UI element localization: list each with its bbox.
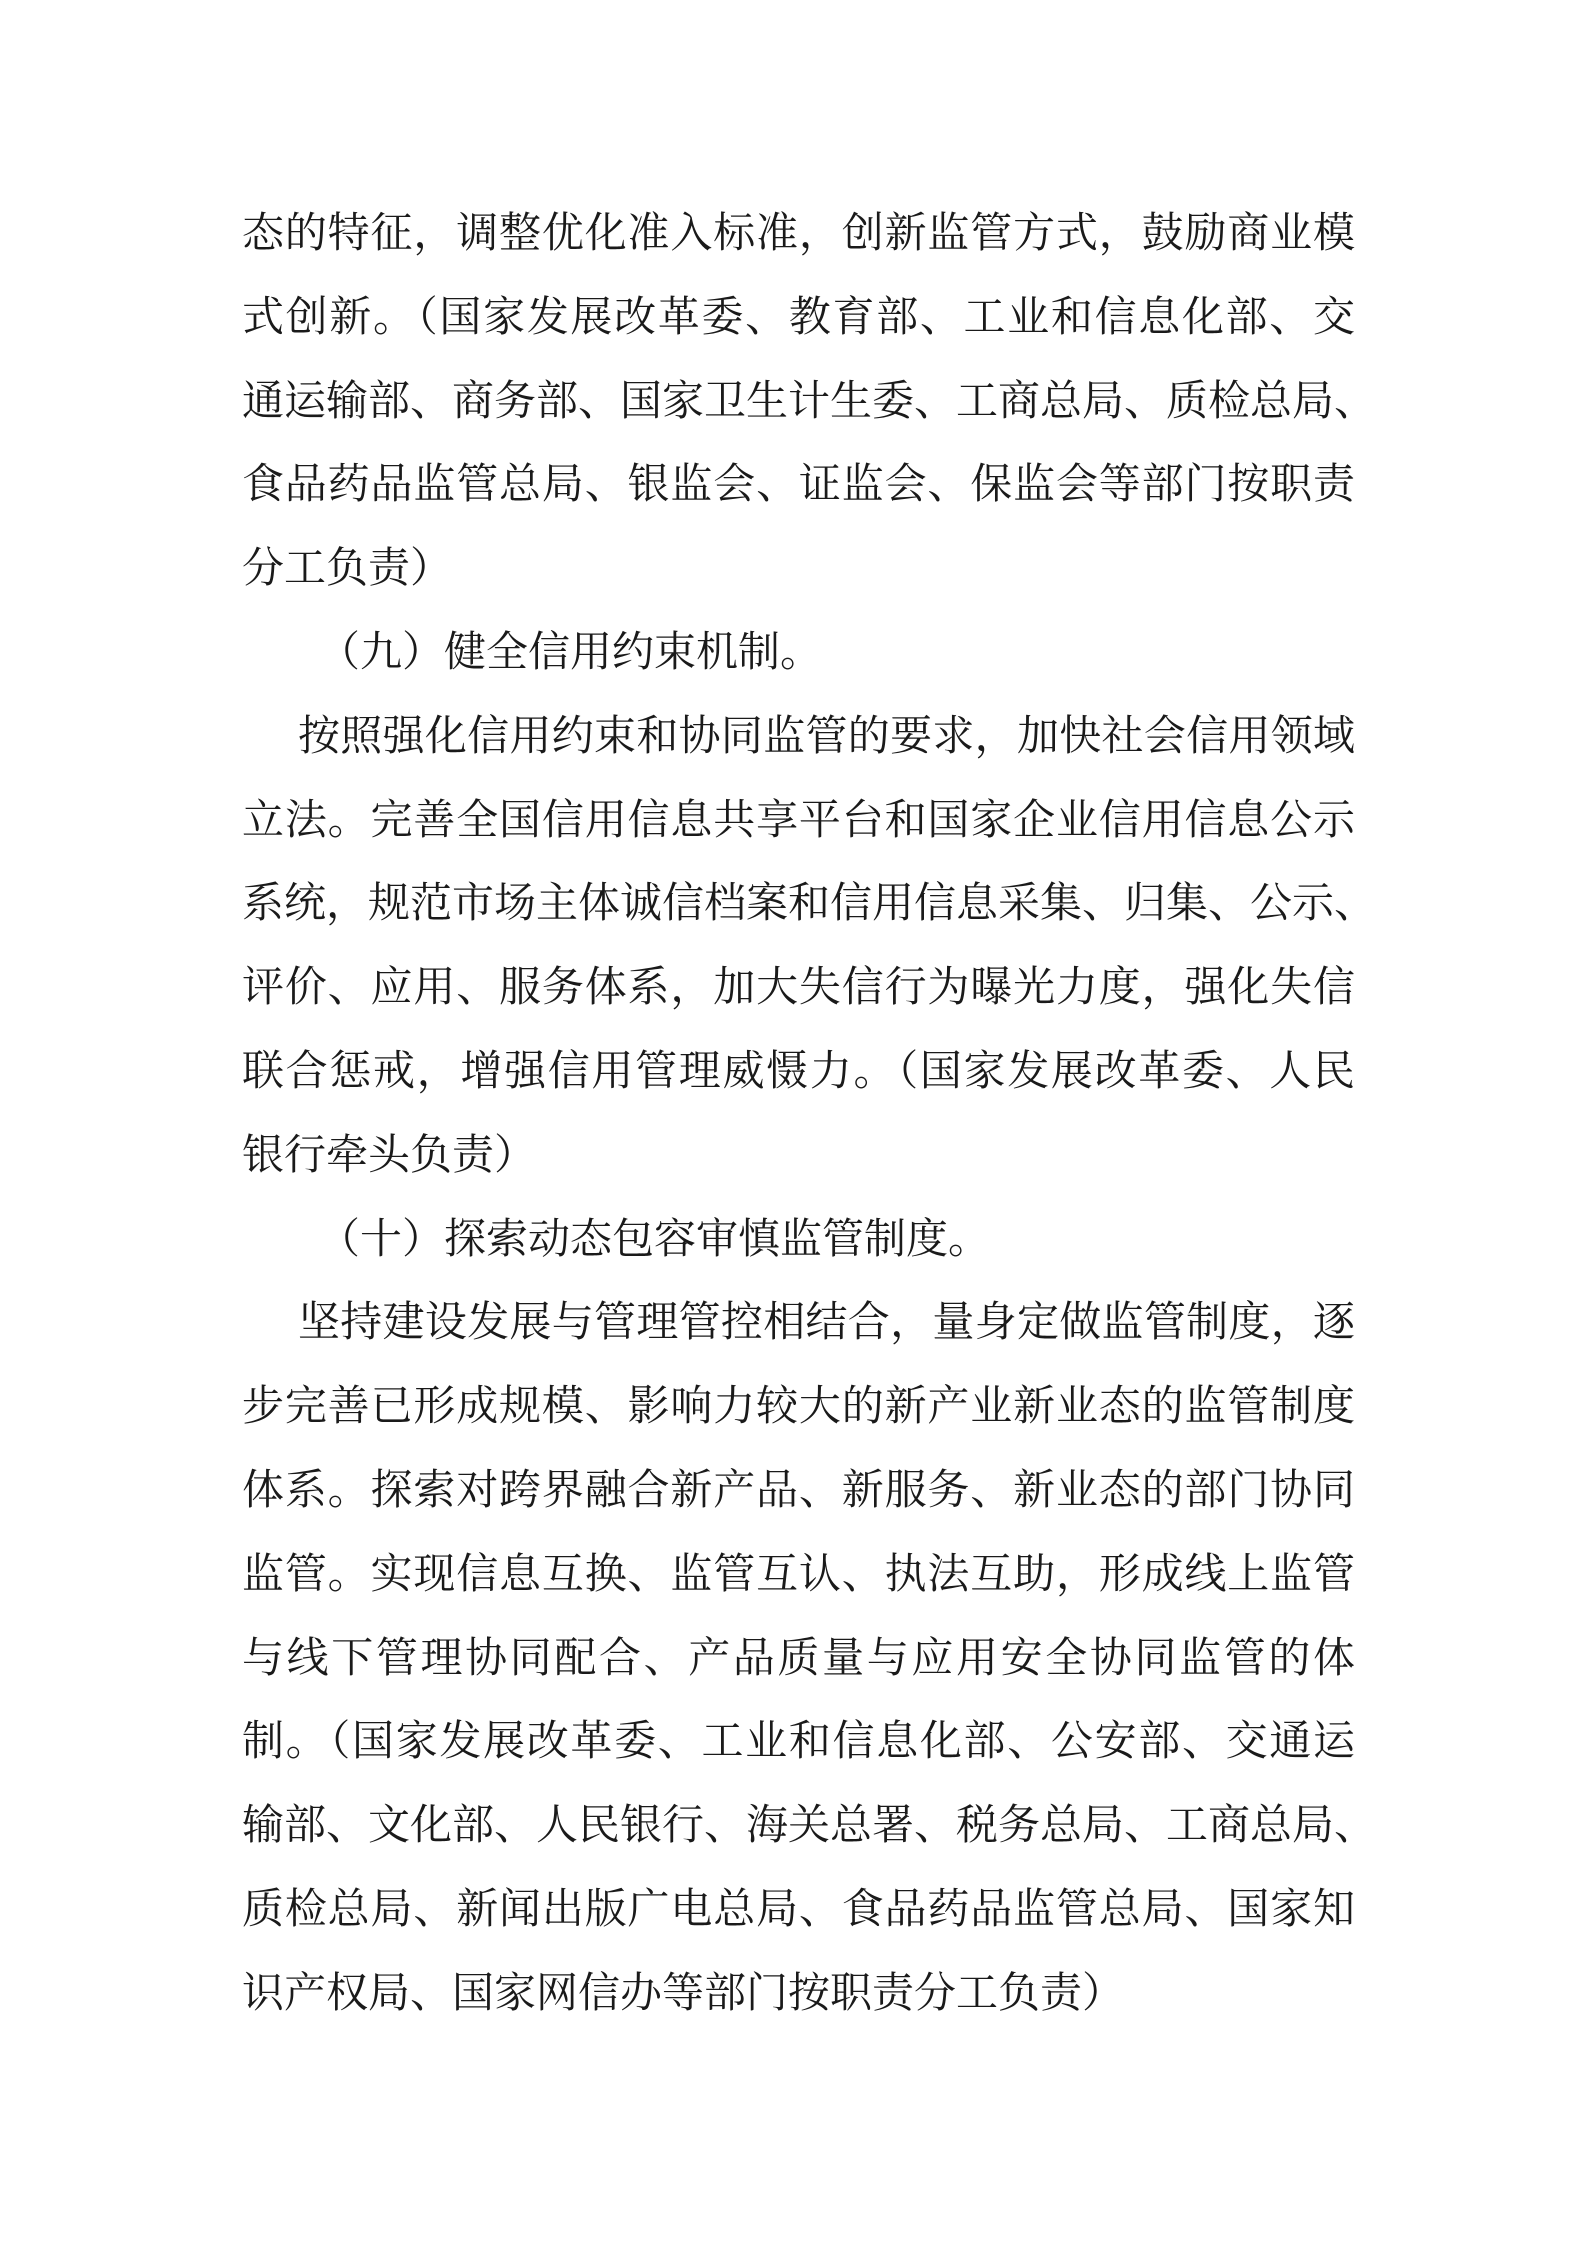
- text-line: 体系。探索对跨界融合新产品、新服务、新业态的部门协同: [242, 1465, 1355, 1514]
- text-line: 通运输部、商务部、国家卫生计生委、工商总局、质检总局、: [242, 375, 1377, 425]
- text-line: 坚持建设发展与管理管控相结合，量身定做监管制度，逐: [298, 1297, 1355, 1347]
- text-line: 立法。完善全国信用信息共享平台和国家企业信用信息公示: [242, 794, 1355, 844]
- text-line: 银行牵头负责）: [242, 1129, 537, 1179]
- text-line: 式创新。（国家发展改革委、教育部、工业和信息化部、交: [242, 291, 1355, 341]
- text-line: 步完善已形成规模、影响力较大的新产业新业态的监管制度: [242, 1381, 1355, 1431]
- text-line: 食品药品监管总局、银监会、证监会、保监会等部门按职责: [242, 459, 1355, 509]
- text-line: 态的特征，调整优化准入标准，创新监管方式，鼓励商业模: [242, 208, 1355, 257]
- text-line: 分工负责）: [242, 543, 453, 593]
- text-line: 识产权局、国家网信办等部门按职责分工负责）: [242, 1967, 1125, 2017]
- text-line: 监管。实现信息互换、监管互认、执法互助，形成线上监管: [242, 1548, 1355, 1598]
- text-line: 与线下管理协同配合、产品质量与应用安全协同监管的体: [242, 1632, 1355, 1682]
- text-line: 按照强化信用约束和协同监管的要求，加快社会信用领域: [298, 710, 1355, 760]
- text-line: 评价、应用、服务体系，加大失信行为曝光力度，强化失信: [242, 962, 1355, 1012]
- section-heading: （十）探索动态包容审慎监管制度。: [318, 1213, 991, 1263]
- text-line: 系统，规范市场主体诚信档案和信用信息采集、归集、公示、: [242, 878, 1377, 928]
- section-heading: （九）健全信用约束机制。: [318, 627, 823, 676]
- text-line: 制。（国家发展改革委、工业和信息化部、公安部、交通运: [242, 1716, 1355, 1766]
- text-line: 联合惩戒，增强信用管理威慑力。（国家发展改革委、人民: [242, 1046, 1355, 1095]
- text-line: 质检总局、新闻出版广电总局、食品药品监管总局、国家知: [242, 1884, 1355, 1933]
- text-line: 输部、文化部、人民银行、海关总署、税务总局、工商总局、: [242, 1800, 1377, 1850]
